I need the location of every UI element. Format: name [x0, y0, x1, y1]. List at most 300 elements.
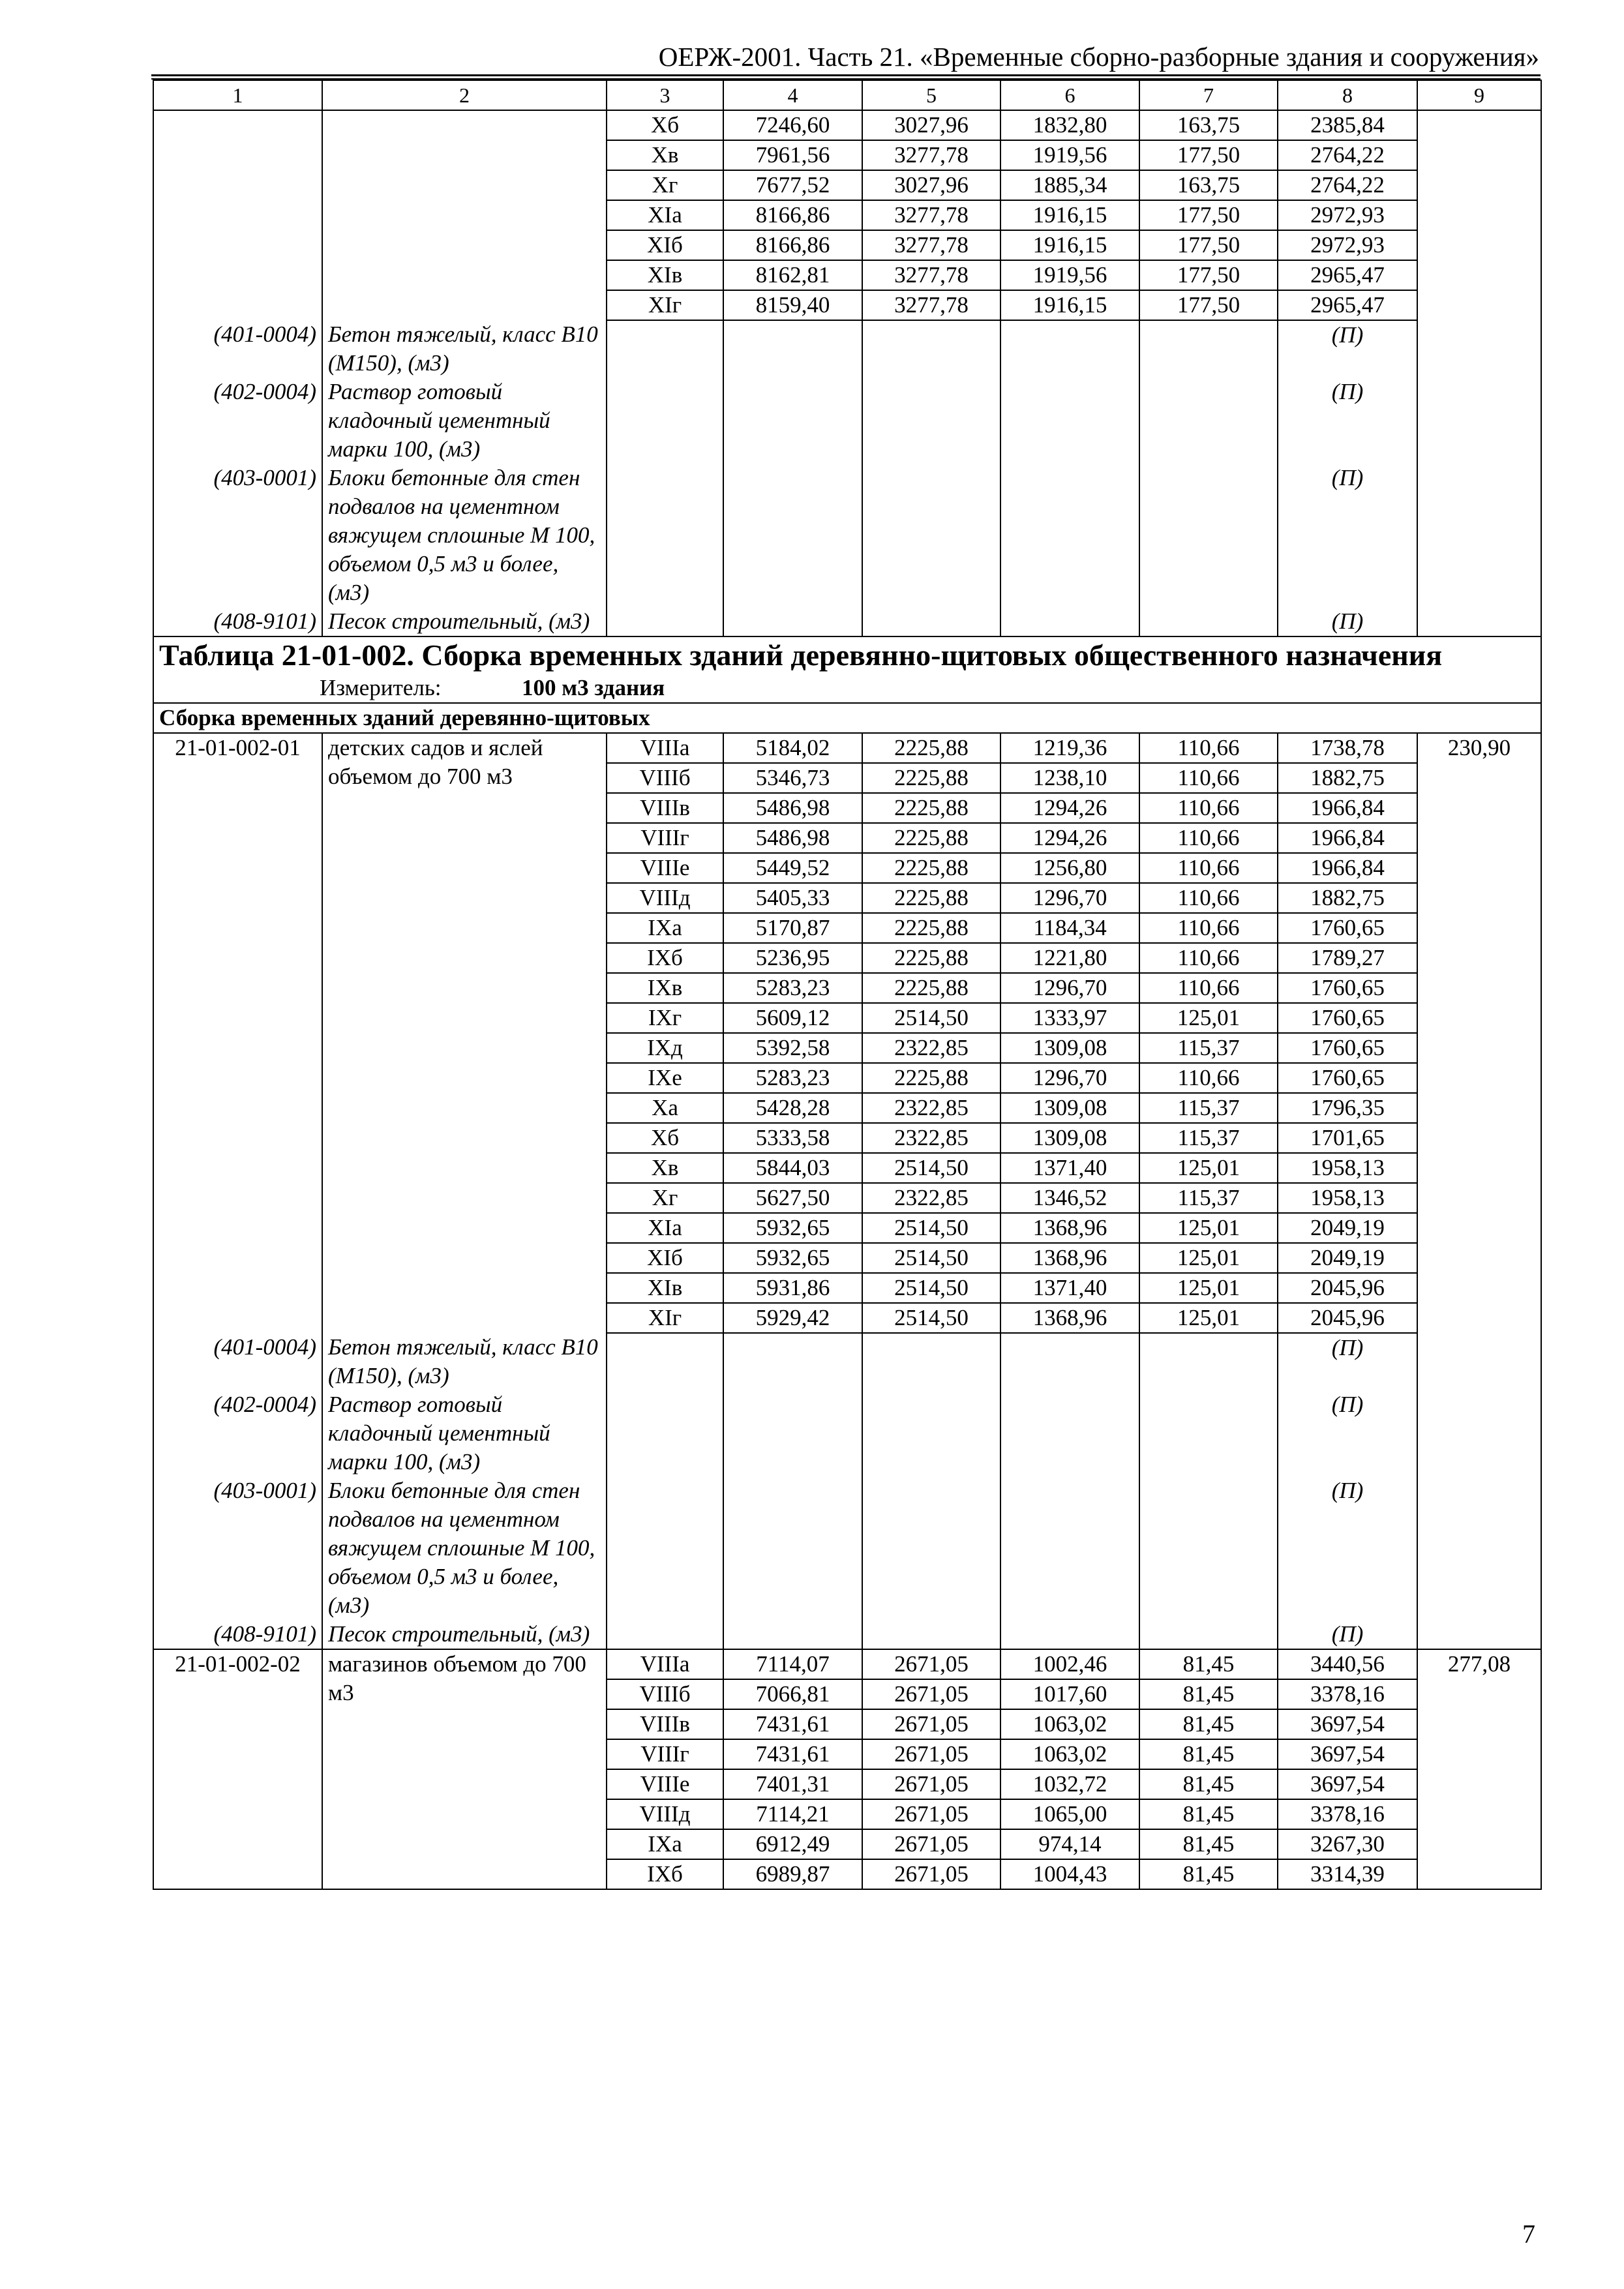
column-number-cell: 5 — [862, 80, 1000, 110]
material-name: Раствор готовый кладочный цементный марки 100, (м3) — [322, 378, 607, 464]
value-cell: 110,66 — [1139, 823, 1278, 853]
empty-cell — [607, 1390, 723, 1476]
value-cell: 7114,21 — [723, 1799, 862, 1829]
value-cell: 1256,80 — [1000, 853, 1139, 883]
empty-cell — [862, 1390, 1000, 1476]
value-cell: 5392,58 — [723, 1033, 862, 1063]
value-cell: 3697,54 — [1278, 1739, 1417, 1769]
empty-cell — [1000, 464, 1139, 607]
empty-cell — [1139, 1333, 1278, 1390]
value-cell: 7401,31 — [723, 1769, 862, 1799]
value-cell: 2671,05 — [862, 1679, 1000, 1709]
value-cell: 5932,65 — [723, 1243, 862, 1273]
value-cell: 1017,60 — [1000, 1679, 1139, 1709]
material-row — [153, 1620, 1541, 1649]
value-cell: 1296,70 — [1000, 1063, 1139, 1093]
zone-cell: IXв — [607, 973, 723, 1003]
value-cell: 2764,22 — [1278, 170, 1417, 200]
value-cell: 2225,88 — [862, 883, 1000, 913]
value-cell: 1294,26 — [1000, 823, 1139, 853]
value-cell: 2045,96 — [1278, 1273, 1417, 1303]
material-code: (401-0004) — [153, 320, 322, 378]
empty-cell — [607, 464, 723, 607]
material-mark: (П) — [1278, 607, 1417, 636]
value-cell: 2671,05 — [862, 1649, 1000, 1679]
column-number-cell: 4 — [723, 80, 862, 110]
material-name: Песок строительный, (м3) — [322, 607, 607, 636]
value-cell: 5932,65 — [723, 1213, 862, 1243]
value-cell: 3277,78 — [862, 200, 1000, 230]
empty-cell — [1139, 1476, 1278, 1620]
value-cell: 125,01 — [1139, 1003, 1278, 1033]
zone-cell: XIб — [607, 1243, 723, 1273]
value-cell: 177,50 — [1139, 140, 1278, 170]
value-cell: 5449,52 — [723, 853, 862, 883]
empty-cell — [862, 320, 1000, 378]
table-row — [153, 1649, 1541, 1679]
empty-cell — [1000, 607, 1139, 636]
column-number-cell: 7 — [1139, 80, 1278, 110]
value-cell: 1832,80 — [1000, 110, 1139, 140]
value-cell: 3277,78 — [862, 290, 1000, 320]
value-cell: 5609,12 — [723, 1003, 862, 1033]
value-cell: 2322,85 — [862, 1033, 1000, 1063]
value-cell: 1916,15 — [1000, 290, 1139, 320]
zone-cell: Xв — [607, 140, 723, 170]
value-cell: 1760,65 — [1278, 1033, 1417, 1063]
value-cell: 5283,23 — [723, 973, 862, 1003]
empty-cell — [723, 464, 862, 607]
empty-cell — [862, 464, 1000, 607]
value-cell: 2225,88 — [862, 733, 1000, 763]
value-cell: 125,01 — [1139, 1153, 1278, 1183]
value-cell: 3378,16 — [1278, 1679, 1417, 1709]
empty-cell — [862, 1333, 1000, 1390]
material-mark: (П) — [1278, 1620, 1417, 1649]
empty-cell — [1417, 1476, 1541, 1620]
value-cell: 3277,78 — [862, 260, 1000, 290]
value-cell: 177,50 — [1139, 260, 1278, 290]
empty-cell — [1139, 607, 1278, 636]
value-cell: 2225,88 — [862, 793, 1000, 823]
zone-cell: VIIIг — [607, 823, 723, 853]
value-cell: 1184,34 — [1000, 913, 1139, 943]
value-cell: 7961,56 — [723, 140, 862, 170]
zone-cell: Xг — [607, 170, 723, 200]
value-cell: 2049,19 — [1278, 1243, 1417, 1273]
material-mark: (П) — [1278, 1333, 1417, 1390]
material-name: Раствор готовый кладочный цементный марки 100, (м3) — [322, 1390, 607, 1476]
zone-cell: VIIIа — [607, 733, 723, 763]
material-name: Песок строительный, (м3) — [322, 1620, 607, 1649]
table-row — [153, 110, 1541, 140]
value-cell: 177,50 — [1139, 230, 1278, 260]
empty-cell — [862, 607, 1000, 636]
value-cell: 1309,08 — [1000, 1093, 1139, 1123]
material-name: Блоки бетонные для стен подвалов на цементном вяжущем сплошные М 100, объемом 0,5 м3 и более, (м3) — [322, 1476, 607, 1620]
empty-cell — [1000, 1390, 1139, 1476]
value-cell: 1063,02 — [1000, 1739, 1139, 1769]
table-title: Таблица 21-01-002. Сборка временных зданий деревянно-щитовых общественного назначения — [153, 636, 1541, 674]
norm-code — [153, 110, 322, 320]
zone-cell: IXг — [607, 1003, 723, 1033]
value-cell: 110,66 — [1139, 973, 1278, 1003]
zone-cell: Xв — [607, 1153, 723, 1183]
value-cell: 5170,87 — [723, 913, 862, 943]
value-cell: 5184,02 — [723, 733, 862, 763]
value-cell: 5844,03 — [723, 1153, 862, 1183]
value-cell: 3440,56 — [1278, 1649, 1417, 1679]
value-cell: 110,66 — [1139, 883, 1278, 913]
empty-cell — [607, 320, 723, 378]
value-cell: 81,45 — [1139, 1799, 1278, 1829]
material-mark: (П) — [1278, 320, 1417, 378]
value-cell: 7677,52 — [723, 170, 862, 200]
value-cell: 1368,96 — [1000, 1243, 1139, 1273]
value-cell: 177,50 — [1139, 200, 1278, 230]
empty-cell — [862, 1476, 1000, 1620]
zone-cell: VIIIд — [607, 883, 723, 913]
value-cell: 2225,88 — [862, 1063, 1000, 1093]
zone-cell: IXб — [607, 1859, 723, 1889]
zone-cell: VIIIв — [607, 1709, 723, 1739]
value-cell: 8166,86 — [723, 200, 862, 230]
value-cell: 2514,50 — [862, 1153, 1000, 1183]
value-cell: 177,50 — [1139, 290, 1278, 320]
value-cell: 81,45 — [1139, 1709, 1278, 1739]
zone-cell: VIIIг — [607, 1739, 723, 1769]
material-name: Бетон тяжелый, класс В10 (М150), (м3) — [322, 1333, 607, 1390]
empty-cell — [1139, 378, 1278, 464]
material-row — [153, 320, 1541, 378]
value-cell: 2965,47 — [1278, 290, 1417, 320]
value-cell: 7114,07 — [723, 1649, 862, 1679]
value-cell: 2671,05 — [862, 1739, 1000, 1769]
material-mark: (П) — [1278, 464, 1417, 607]
value-cell: 2764,22 — [1278, 140, 1417, 170]
material-code: (401-0004) — [153, 1333, 322, 1390]
value-cell: 1760,65 — [1278, 1063, 1417, 1093]
value-cell: 1371,40 — [1000, 1273, 1139, 1303]
empty-cell — [1417, 378, 1541, 464]
value-cell: 2671,05 — [862, 1709, 1000, 1739]
empty-cell — [607, 607, 723, 636]
empty-cell — [1139, 464, 1278, 607]
value-cell: 1371,40 — [1000, 1153, 1139, 1183]
zone-cell: XIг — [607, 290, 723, 320]
value-cell: 1966,84 — [1278, 823, 1417, 853]
value-cell: 1032,72 — [1000, 1769, 1139, 1799]
empty-cell — [1139, 320, 1278, 378]
material-row — [153, 464, 1541, 607]
empty-cell — [723, 378, 862, 464]
value-cell: 1882,75 — [1278, 763, 1417, 793]
value-cell: 3697,54 — [1278, 1769, 1417, 1799]
value-cell: 2972,93 — [1278, 200, 1417, 230]
column-number-cell: 1 — [153, 80, 322, 110]
zone-cell: XIа — [607, 1213, 723, 1243]
empty-cell — [1000, 378, 1139, 464]
value-cell: 3697,54 — [1278, 1709, 1417, 1739]
empty-cell — [1417, 1333, 1541, 1390]
value-cell: 81,45 — [1139, 1769, 1278, 1799]
value-cell: 2225,88 — [862, 973, 1000, 1003]
value-cell: 1309,08 — [1000, 1123, 1139, 1153]
value-cell: 2225,88 — [862, 853, 1000, 883]
value-cell: 2225,88 — [862, 913, 1000, 943]
zone-cell: Xб — [607, 110, 723, 140]
measure-row — [153, 674, 1541, 703]
value-cell: 5486,98 — [723, 823, 862, 853]
value-cell: 1916,15 — [1000, 230, 1139, 260]
value-cell: 115,37 — [1139, 1033, 1278, 1063]
value-cell: 1789,27 — [1278, 943, 1417, 973]
value-cell: 125,01 — [1139, 1213, 1278, 1243]
value-cell: 5283,23 — [723, 1063, 862, 1093]
value-cell: 1796,35 — [1278, 1093, 1417, 1123]
value-cell: 3027,96 — [862, 110, 1000, 140]
material-code: (402-0004) — [153, 1390, 322, 1476]
value-cell: 125,01 — [1139, 1243, 1278, 1273]
empty-cell — [607, 1333, 723, 1390]
zone-cell: VIIIа — [607, 1649, 723, 1679]
value-cell: 81,45 — [1139, 1829, 1278, 1859]
value-cell: 1916,15 — [1000, 200, 1139, 230]
empty-cell — [1000, 1333, 1139, 1390]
value-cell: 2514,50 — [862, 1303, 1000, 1333]
value-cell: 1882,75 — [1278, 883, 1417, 913]
value-cell: 2049,19 — [1278, 1213, 1417, 1243]
empty-cell — [723, 607, 862, 636]
column-number-cell: 3 — [607, 80, 723, 110]
value-cell: 1701,65 — [1278, 1123, 1417, 1153]
empty-cell — [1000, 320, 1139, 378]
norm-description: магазинов объемом до 700 м3 — [322, 1649, 607, 1889]
value-cell: 1760,65 — [1278, 913, 1417, 943]
value-cell: 1958,13 — [1278, 1153, 1417, 1183]
table-title-row — [153, 636, 1541, 674]
material-mark: (П) — [1278, 378, 1417, 464]
empty-cell — [607, 1476, 723, 1620]
value-cell: 2972,93 — [1278, 230, 1417, 260]
value-cell: 8159,40 — [723, 290, 862, 320]
material-row — [153, 1390, 1541, 1476]
value-cell: 1219,36 — [1000, 733, 1139, 763]
material-row — [153, 1476, 1541, 1620]
empty-cell — [607, 378, 723, 464]
value-cell: 5929,42 — [723, 1303, 862, 1333]
value-cell: 7431,61 — [723, 1739, 862, 1769]
zone-cell: Xг — [607, 1183, 723, 1213]
value-cell: 1063,02 — [1000, 1709, 1139, 1739]
page-number: 7 — [1522, 2219, 1535, 2249]
value-cell: 2671,05 — [862, 1859, 1000, 1889]
value-cell: 974,14 — [1000, 1829, 1139, 1859]
zone-cell: XIг — [607, 1303, 723, 1333]
empty-cell — [723, 1476, 862, 1620]
value-cell: 1966,84 — [1278, 853, 1417, 883]
value-cell: 1333,97 — [1000, 1003, 1139, 1033]
measure-value: 100 м3 здания — [522, 675, 665, 700]
material-name: Блоки бетонные для стен подвалов на цементном вяжущем сплошные М 100, объемом 0,5 м3 и более, (м3) — [322, 464, 607, 607]
value-cell: 110,66 — [1139, 943, 1278, 973]
material-row — [153, 1333, 1541, 1390]
zone-cell: IXб — [607, 943, 723, 973]
measure — [153, 674, 1541, 703]
material-code: (408-9101) — [153, 607, 322, 636]
value-cell: 115,37 — [1139, 1123, 1278, 1153]
value-cell: 110,66 — [1139, 793, 1278, 823]
col9-value — [1417, 110, 1541, 320]
value-cell: 2671,05 — [862, 1799, 1000, 1829]
empty-cell — [862, 1620, 1000, 1649]
value-cell: 5236,95 — [723, 943, 862, 973]
zone-cell: IXд — [607, 1033, 723, 1063]
material-code: (408-9101) — [153, 1620, 322, 1649]
value-cell: 5405,33 — [723, 883, 862, 913]
value-cell: 2322,85 — [862, 1093, 1000, 1123]
value-cell: 1368,96 — [1000, 1213, 1139, 1243]
value-cell: 115,37 — [1139, 1183, 1278, 1213]
table-row — [153, 733, 1541, 763]
header-rule — [151, 74, 1541, 76]
value-cell: 3277,78 — [862, 230, 1000, 260]
value-cell: 1885,34 — [1000, 170, 1139, 200]
value-cell: 1966,84 — [1278, 793, 1417, 823]
value-cell: 2385,84 — [1278, 110, 1417, 140]
value-cell: 8166,86 — [723, 230, 862, 260]
empty-cell — [1417, 1620, 1541, 1649]
value-cell: 110,66 — [1139, 1063, 1278, 1093]
zone-cell: IXе — [607, 1063, 723, 1093]
value-cell: 125,01 — [1139, 1303, 1278, 1333]
value-cell: 1002,46 — [1000, 1649, 1139, 1679]
material-mark: (П) — [1278, 1476, 1417, 1620]
value-cell: 1309,08 — [1000, 1033, 1139, 1063]
value-cell: 110,66 — [1139, 733, 1278, 763]
value-cell: 2671,05 — [862, 1829, 1000, 1859]
value-cell: 125,01 — [1139, 1273, 1278, 1303]
section-title: Сборка временных зданий деревянно-щитовых — [153, 703, 1541, 733]
value-cell: 1296,70 — [1000, 883, 1139, 913]
column-number-row — [153, 80, 1541, 110]
value-cell: 2045,96 — [1278, 1303, 1417, 1333]
value-cell: 110,66 — [1139, 913, 1278, 943]
material-mark: (П) — [1278, 1390, 1417, 1476]
empty-cell — [723, 1620, 862, 1649]
value-cell: 3378,16 — [1278, 1799, 1417, 1829]
norm-code: 21-01-002-01 — [153, 733, 322, 1333]
col9-value: 277,08 — [1417, 1649, 1541, 1889]
value-cell: 3277,78 — [862, 140, 1000, 170]
value-cell: 2225,88 — [862, 943, 1000, 973]
zone-cell: VIIIв — [607, 793, 723, 823]
empty-cell — [607, 1620, 723, 1649]
zone-cell: XIв — [607, 260, 723, 290]
column-number-cell: 2 — [322, 80, 607, 110]
value-cell: 6912,49 — [723, 1829, 862, 1859]
empty-cell — [1139, 1390, 1278, 1476]
value-cell: 2965,47 — [1278, 260, 1417, 290]
zone-cell: VIIIб — [607, 763, 723, 793]
material-code: (403-0001) — [153, 464, 322, 607]
value-cell: 163,75 — [1139, 170, 1278, 200]
value-cell: 1919,56 — [1000, 260, 1139, 290]
value-cell: 7066,81 — [723, 1679, 862, 1709]
value-cell: 5428,28 — [723, 1093, 862, 1123]
value-cell: 1958,13 — [1278, 1183, 1417, 1213]
norms-table — [153, 80, 1542, 1890]
empty-cell — [1000, 1476, 1139, 1620]
empty-cell — [1139, 1620, 1278, 1649]
value-cell: 2514,50 — [862, 1243, 1000, 1273]
norm-description: детских садов и яслей объемом до 700 м3 — [322, 733, 607, 1333]
value-cell: 81,45 — [1139, 1859, 1278, 1889]
value-cell: 1368,96 — [1000, 1303, 1139, 1333]
value-cell: 110,66 — [1139, 853, 1278, 883]
value-cell: 2671,05 — [862, 1769, 1000, 1799]
value-cell: 1919,56 — [1000, 140, 1139, 170]
material-row — [153, 378, 1541, 464]
value-cell: 1738,78 — [1278, 733, 1417, 763]
zone-cell: VIIIб — [607, 1679, 723, 1709]
column-number-cell: 8 — [1278, 80, 1417, 110]
col9-value: 230,90 — [1417, 733, 1541, 1333]
empty-cell — [1417, 464, 1541, 607]
column-number-cell: 9 — [1417, 80, 1541, 110]
empty-cell — [723, 1390, 862, 1476]
material-code: (402-0004) — [153, 378, 322, 464]
section-title-row — [153, 703, 1541, 733]
value-cell: 2514,50 — [862, 1003, 1000, 1033]
value-cell: 7431,61 — [723, 1709, 862, 1739]
value-cell: 5486,98 — [723, 793, 862, 823]
empty-cell — [862, 378, 1000, 464]
value-cell: 2225,88 — [862, 763, 1000, 793]
empty-cell — [1417, 320, 1541, 378]
value-cell: 5931,86 — [723, 1273, 862, 1303]
empty-cell — [1417, 607, 1541, 636]
value-cell: 5333,58 — [723, 1123, 862, 1153]
value-cell: 81,45 — [1139, 1679, 1278, 1709]
zone-cell: VIIIе — [607, 1769, 723, 1799]
material-code: (403-0001) — [153, 1476, 322, 1620]
zone-cell: XIб — [607, 230, 723, 260]
page-header: ОЕРЖ-2001. Часть 21. «Временные сборно-разборные здания и сооружения» — [658, 42, 1539, 72]
zone-cell: XIв — [607, 1273, 723, 1303]
value-cell: 1221,80 — [1000, 943, 1139, 973]
value-cell: 2514,50 — [862, 1213, 1000, 1243]
value-cell: 2514,50 — [862, 1273, 1000, 1303]
value-cell: 81,45 — [1139, 1649, 1278, 1679]
value-cell: 3314,39 — [1278, 1859, 1417, 1889]
zone-cell: Xа — [607, 1093, 723, 1123]
column-number-cell: 6 — [1000, 80, 1139, 110]
zone-cell: IXа — [607, 1829, 723, 1859]
value-cell: 110,66 — [1139, 763, 1278, 793]
value-cell: 2322,85 — [862, 1123, 1000, 1153]
empty-cell — [723, 320, 862, 378]
value-cell: 163,75 — [1139, 110, 1278, 140]
value-cell: 2225,88 — [862, 823, 1000, 853]
material-name: Бетон тяжелый, класс В10 (М150), (м3) — [322, 320, 607, 378]
value-cell: 1065,00 — [1000, 1799, 1139, 1829]
zone-cell: Xб — [607, 1123, 723, 1153]
value-cell: 7246,60 — [723, 110, 862, 140]
value-cell: 1296,70 — [1000, 973, 1139, 1003]
value-cell: 8162,81 — [723, 260, 862, 290]
value-cell: 5346,73 — [723, 763, 862, 793]
